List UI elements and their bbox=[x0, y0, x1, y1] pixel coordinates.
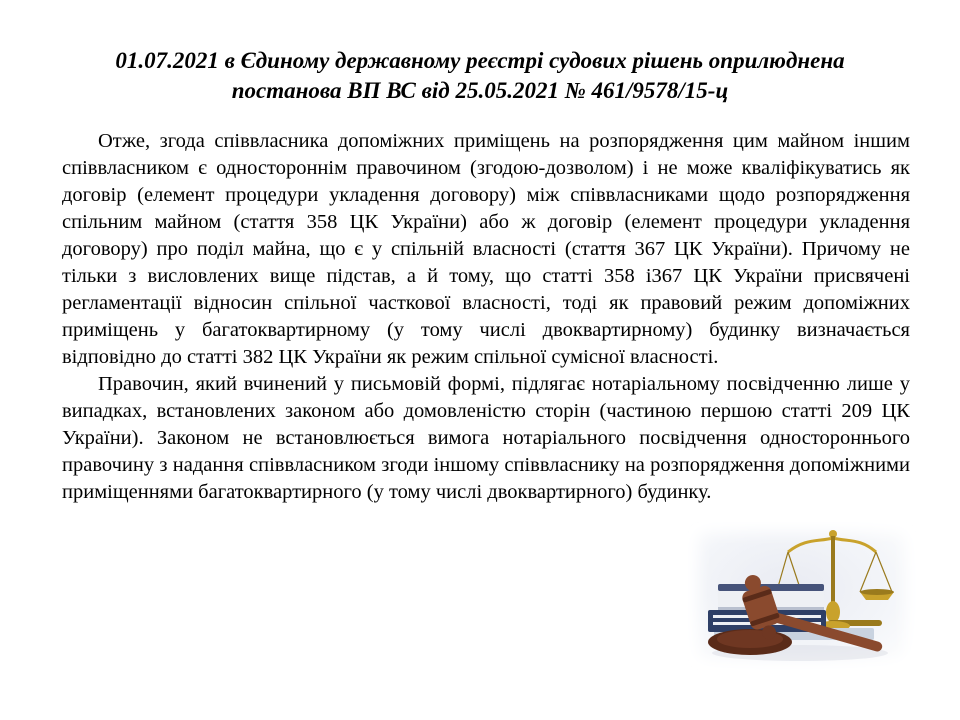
paragraph-2: Правочин, який вчинений у письмовій формі, підлягає нотаріальному посвідченню лише у випадках, встановлених законом або домовленістю сторін (частиною першою статті 209 ЦК України). Законом не встановлюється вимога нотаріального посвідчення одностороннього правочину з надання співвласником згоди іншому співвласнику на розпорядження допоміжними приміщеннями багатоквартирного (у тому числі двоквартирного) будинку. bbox=[62, 373, 910, 503]
justice-photo bbox=[688, 522, 916, 670]
title-line-2: постанова ВП ВС від 25.05.2021 № 461/9578/15-ц bbox=[231, 78, 729, 103]
slide-body bbox=[62, 128, 910, 506]
scales-pillar bbox=[831, 536, 835, 608]
justice-photo-illustration bbox=[688, 522, 916, 670]
paragraph-1: Отже, згода співвласника допоміжних приміщень на розпорядження цим майном іншим співвласником є одностороннім правочином (згодою-дозволом) і не може кваліфікуватись як договір (елемент процедури укладення договору) між співвласниками щодо розпорядження спільним майном (стаття 358 ЦК України) або ж договір (елемент процедури укладення договору) про поділ майна, що є у спільній власності (стаття 367 ЦК України). Причому не тільки з висловлених вище підстав, а й тому, що статті 358 і367 ЦК України присвячені регламентації відносин спільної часткової власності, тоді як правовий режим допоміжних приміщень у багатоквартирному (у тому числі двоквартирному) будинку визначається відповідно до статті 382 ЦК України як режим спільної сумісної власності. bbox=[62, 130, 910, 368]
scales-right-pan-rim bbox=[860, 589, 894, 595]
slide-title bbox=[40, 46, 920, 106]
title-line-1: 01.07.2021 в Єдиному державному реєстрі судових рішень оприлюднена bbox=[115, 48, 845, 73]
scales-pillar-bulb bbox=[826, 601, 840, 623]
book-top-cover bbox=[718, 584, 824, 591]
gavel-sound-block bbox=[708, 629, 792, 655]
scales-right-strings bbox=[860, 552, 892, 592]
